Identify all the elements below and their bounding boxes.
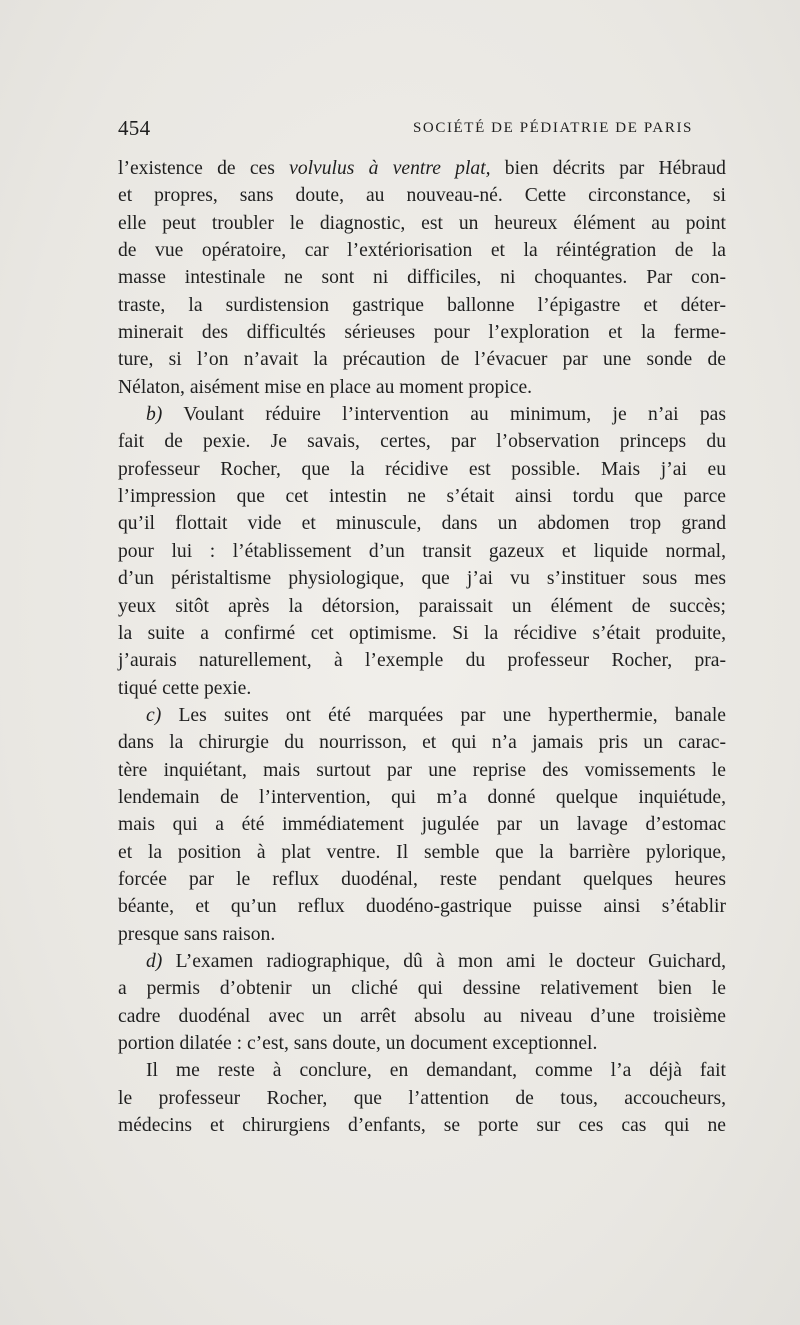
text-line: masse intestinale ne sont ni difficiles, ni choquantes. Par con-	[118, 267, 726, 289]
text-line: et propres, sans doute, au nouveau-né. Cette circonstance, si	[118, 185, 726, 207]
text-line: lendemain de l’intervention, qui m’a donné quelque inquiétude,	[118, 786, 726, 808]
text-line: portion dilatée : c’est, sans doute, un document exceptionnel.	[118, 1033, 598, 1054]
running-title: SOCIÉTÉ DE PÉDIATRIE DE PARIS	[412, 120, 693, 136]
text-line: presque sans raison.	[118, 923, 276, 945]
text-line: l’impression que cet intestin ne s’était ainsi tordu que parce	[118, 486, 726, 508]
text-line: ture, si l’on n’avait la précaution de l’évacuer par une sonde de	[118, 349, 726, 371]
text-line: dans la chirurgie du nourrisson, et qui n’a jamais pris un carac-	[118, 732, 726, 754]
text-line: elle peut troubler le diagnostic, est un heureux élément au point	[118, 212, 726, 234]
text-line: Il me reste à conclure, en demandant, comme l’a déjà fait	[146, 1060, 726, 1082]
text-line: qu’il flottait vide et minuscule, dans un abdomen trop grand	[118, 513, 726, 535]
text-line: minerait des difficultés sérieuses pour l’exploration et la ferme-	[118, 322, 726, 344]
text-line: pour lui : l’établissement d’un transit gazeux et liquide normal,	[118, 540, 726, 562]
text-line: tiqué cette pexie.	[118, 677, 252, 699]
text-line: Nélaton, aisément mise en place au moment propice.	[118, 376, 533, 398]
text-line: le professeur Rocher, que l’attention de tous, accoucheurs,	[118, 1087, 726, 1109]
page-header	[118, 114, 726, 142]
text-line: médecins et chirurgiens d’enfants, se porte sur ces cas qui ne	[118, 1115, 726, 1137]
text-line: fait de pexie. Je savais, certes, par l’observation princeps du	[118, 431, 726, 453]
text-line: béante, et qu’un reflux duodéno-gastrique puisse ainsi s’établir	[118, 896, 726, 918]
text-line: de vue opératoire, car l’extériorisation et la réintégration de la	[118, 240, 726, 262]
text-line: forcée par le reflux duodénal, reste pendant quelques heures	[118, 868, 726, 890]
text-line: b) Voulant réduire l’intervention au minimum, je n’ai pas	[146, 404, 726, 426]
text-line: traste, la surdistension gastrique ballonne l’épigastre et déter-	[118, 294, 726, 316]
text-line: professeur Rocher, que la récidive est possible. Mais j’ai eu	[118, 458, 726, 480]
text-line: a permis d’obtenir un cliché qui dessine relativement bien le	[118, 978, 726, 1000]
text-line: d’un péristaltisme physiologique, que j’ai vu s’instituer sous mes	[118, 568, 726, 590]
text-line: l’existence de ces volvulus à ventre plat, bien décrits par Hébraud	[118, 158, 726, 179]
text-line: c) Les suites ont été marquées par une hyperthermie, banale	[146, 704, 726, 726]
text-line: tère inquiétant, mais surtout par une reprise des vomissements le	[118, 759, 726, 781]
text-line: la suite a confirmé cet optimisme. Si la récidive s’était produite,	[118, 622, 726, 644]
text-line: yeux sitôt après la détorsion, paraissait un élément de succès;	[118, 595, 726, 617]
body-text	[118, 155, 726, 1139]
text-line: d) L’examen radiographique, dû à mon ami le docteur Guichard,	[146, 950, 726, 972]
text-line: j’aurais naturellement, à l’exemple du professeur Rocher, pra-	[118, 650, 726, 672]
page-number: 454	[118, 116, 151, 140]
text-line: et la position à plat ventre. Il semble que la barrière pylorique,	[118, 841, 726, 863]
text-line: cadre duodénal avec un arrêt absolu au niveau d’une troisième	[118, 1005, 726, 1027]
text-line: mais qui a été immédiatement jugulée par un lavage d’estomac	[118, 814, 726, 836]
